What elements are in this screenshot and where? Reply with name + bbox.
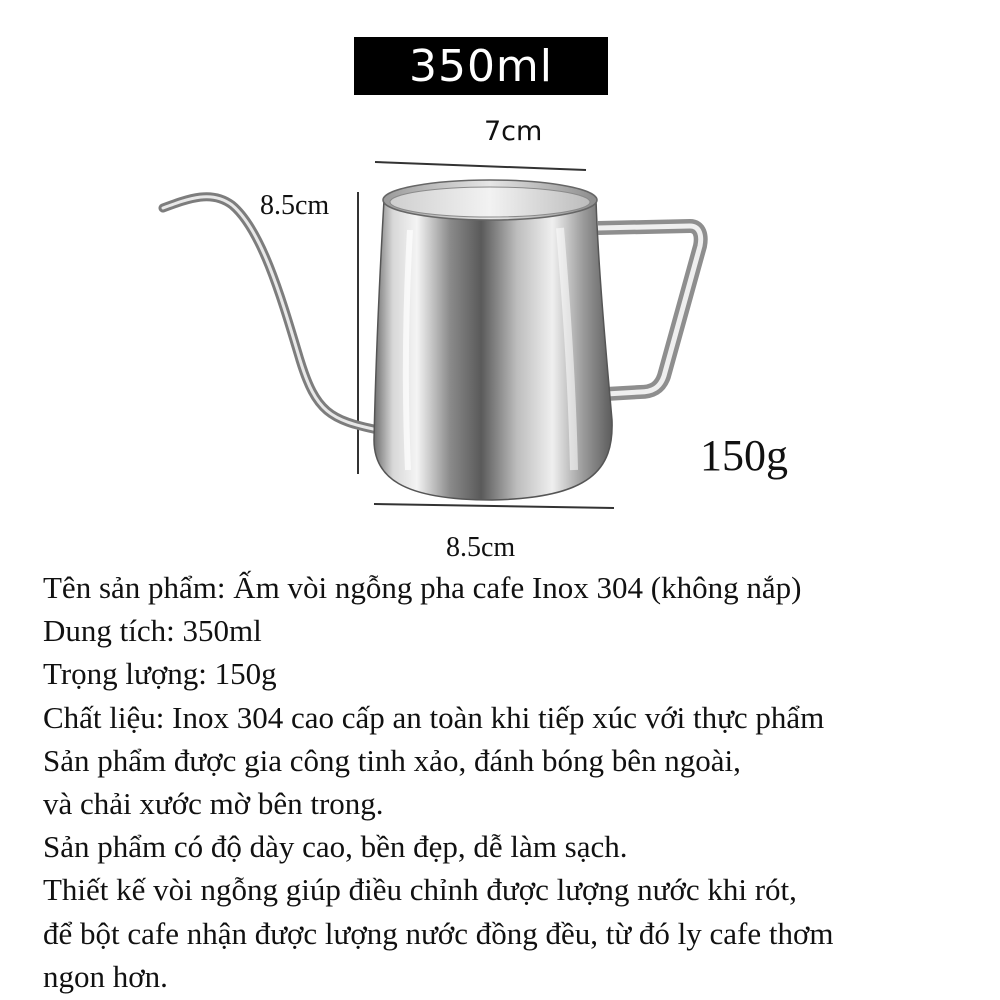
bottom-width-label: 8.5cm [446,532,516,563]
handle [598,226,701,394]
top-width-label: 7cm [484,116,543,147]
spec-line: Sản phẩm có độ dày cao, bền đẹp, dễ làm sạch. [43,829,628,865]
spec-line: và chải xước mờ bên trong. [43,786,384,822]
spec-line: Trọng lượng: 150g [43,656,277,692]
spec-line: ngon hơn. [43,958,168,994]
top-dimension-line [375,162,586,170]
height-label: 8.5cm [260,190,330,221]
bottom-dimension-line [374,504,614,508]
gooseneck-spout [163,197,378,430]
spec-line: để bột cafe nhận được lượng nước đồng đều, từ đó ly cafe thơm [43,915,834,951]
spec-line: Chất liệu: Inox 304 cao cấp an toàn khi tiếp xúc với thực phẩm [43,699,825,735]
product-specs [43,566,983,998]
spec-line: Thiết kế vòi ngỗng giúp điều chỉnh được lượng nước khi rót, [43,872,797,908]
spec-line: Tên sản phẩm: Ấm vòi ngỗng pha cafe Inox 304 (không nắp) [43,570,802,605]
capacity-badge: 350ml [354,37,608,95]
spec-line: Sản phẩm được gia công tinh xảo, đánh bóng bên ngoài, [43,742,741,778]
weight-label: 150g [700,431,788,480]
spec-line: Dung tích: 350ml [43,613,262,649]
